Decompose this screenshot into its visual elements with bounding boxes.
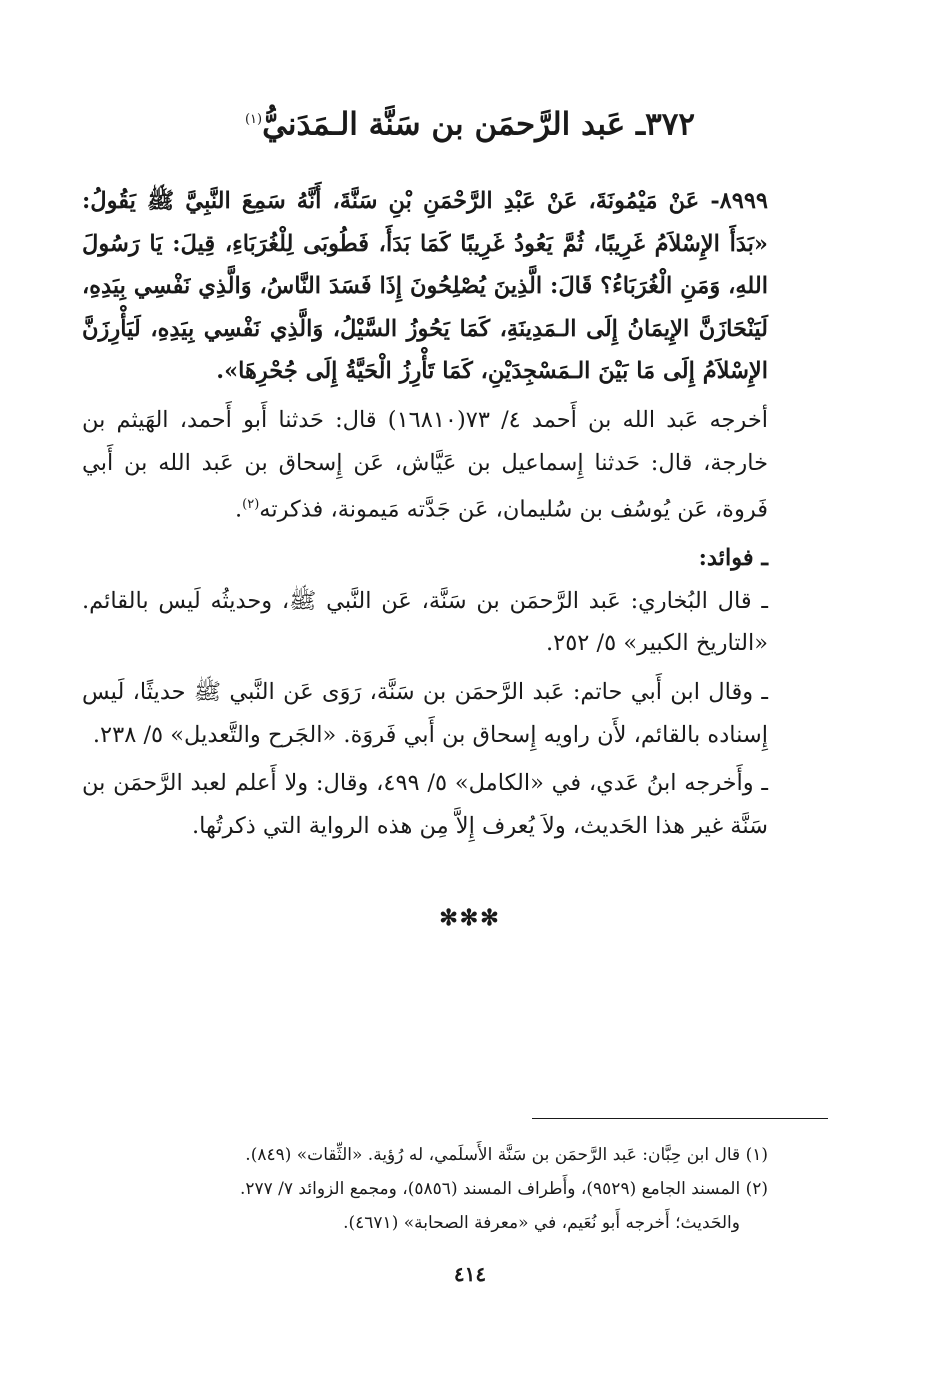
footnote-1: (١) قال ابن حِبَّان: عَبد الرَّحمَن بن سَنَّة الأَسلَمي، له رُؤية. «الثِّقات» (٨٤٩). [245, 1145, 768, 1165]
section-separator: ✻✻✻ [439, 905, 501, 931]
fawaid-item-ibn-adi: ـ وأَخرجه ابنُ عَدي، في «الكامل» ٥/ ٤٩٩، وقال: ولا أَعلم لعبد الرَّحمَن بن سَنَّة غير هذا الحَديث، ولاَ يُعرف إِلاَّ مِن هذه الرواية التي ذكرتُها. [82, 770, 769, 839]
hadith-text: ٨٩٩٩- عَنْ مَيْمُونَةَ، عَنْ عَبْدِ الرَّحْمَنِ بْنِ سَنَّةَ، أَنَّهُ سَمِعَ النَّبِيَّ ﷺ يَقُولُ: «بَدَأَ الإِسْلاَمُ غَرِيبًا، ثُمَّ يَعُودُ غَرِيبًا كَمَا بَدَأَ، فَطُوبَى لِلْغُرَبَاءِ، قِيلَ: يَا رَسُولَ اللهِ، وَمَنِ الْغُرَبَاءُ؟ قَالَ: الَّذِينَ يُصْلِحُونَ إِذَا فَسَدَ النَّاسُ، وَالَّذِي نَفْسِي بِيَدِهِ، لَيَنْحَازَنَّ الإِيمَانُ إِلَى الـمَدِينَةِ، كَمَا يَحُوزُ السَّيْلُ، وَالَّذِي نَفْسِي بِيَدِهِ، لَيَأْرِزَنَّ الإِسْلاَمُ إِلَى مَا بَيْنَ الـمَسْجِدَيْنِ، كَمَا تَأْرِزُ الْحَيَّةُ إِلَى جُحْرِهَا». [82, 188, 768, 385]
takhrij-paragraph [82, 399, 768, 531]
footnote-divider [532, 1118, 828, 1119]
fawaid-item-bukhari: ـ قال البُخاري: عَبد الرَّحمَن بن سَنَّة، عَن النَّبي ﷺ، وحديثُه لَيس بالقائم. «التاريخ الكبير» ٥/ ٢٥٢. [82, 587, 768, 657]
footnote-2-continuation: والحَديث؛ أَخرجه أَبو نُعَيم، في «معرفة الصحابة» (٤٦٧١). [343, 1213, 740, 1233]
entry-title: ٣٧٢ـ عَبد الرَّحمَن بن سَنَّة الـمَدَنيُّ [262, 106, 696, 143]
fawaid-item-ibn-abi-hatim: ـ وقال ابن أَبي حاتم: عَبد الرَّحمَن بن سَنَّة، رَوَى عَن النَّبي ﷺ حديثًا، لَيس إِسناده بالقائم، لأَن راويه إِسحاق بن أَبي فَروَة. «الجَرح والتَّعديل» ٥/ ٢٣٨. [82, 679, 768, 748]
footnote-2: (٢) المسند الجامع (٩٥٢٩)، وأَطراف المسند (٥٨٥٦)، ومجمع الزوائد ٧/ ٢٧٧. [239, 1179, 768, 1199]
fawaid-heading: ـ فوائد: [698, 545, 768, 572]
entry-heading [90, 100, 850, 144]
main-text [82, 180, 768, 853]
takhrij-text: أخرجه عَبد الله بن أَحمد ٤/ ٧٣(١٦٨١٠) قال: حَدثنا أَبو أَحمد، الهَيثم بن خارجة، قال: حَدثنا إِسماعيل بن عَيَّاش، عَن إِسحاق بن عَبد الله بن أَبي فَروة، عَن يُوسُف بن سُليمان، عَن جَدَّته مَيمونة، فذكرته [82, 406, 768, 523]
takhrij-end: . [235, 496, 243, 523]
takhrij-footnote-mark: (٢) [242, 497, 260, 513]
page-number: ٤١٤ [453, 1262, 487, 1286]
footnotes [150, 1138, 768, 1240]
heading-footnote-mark: (١) [244, 112, 263, 127]
